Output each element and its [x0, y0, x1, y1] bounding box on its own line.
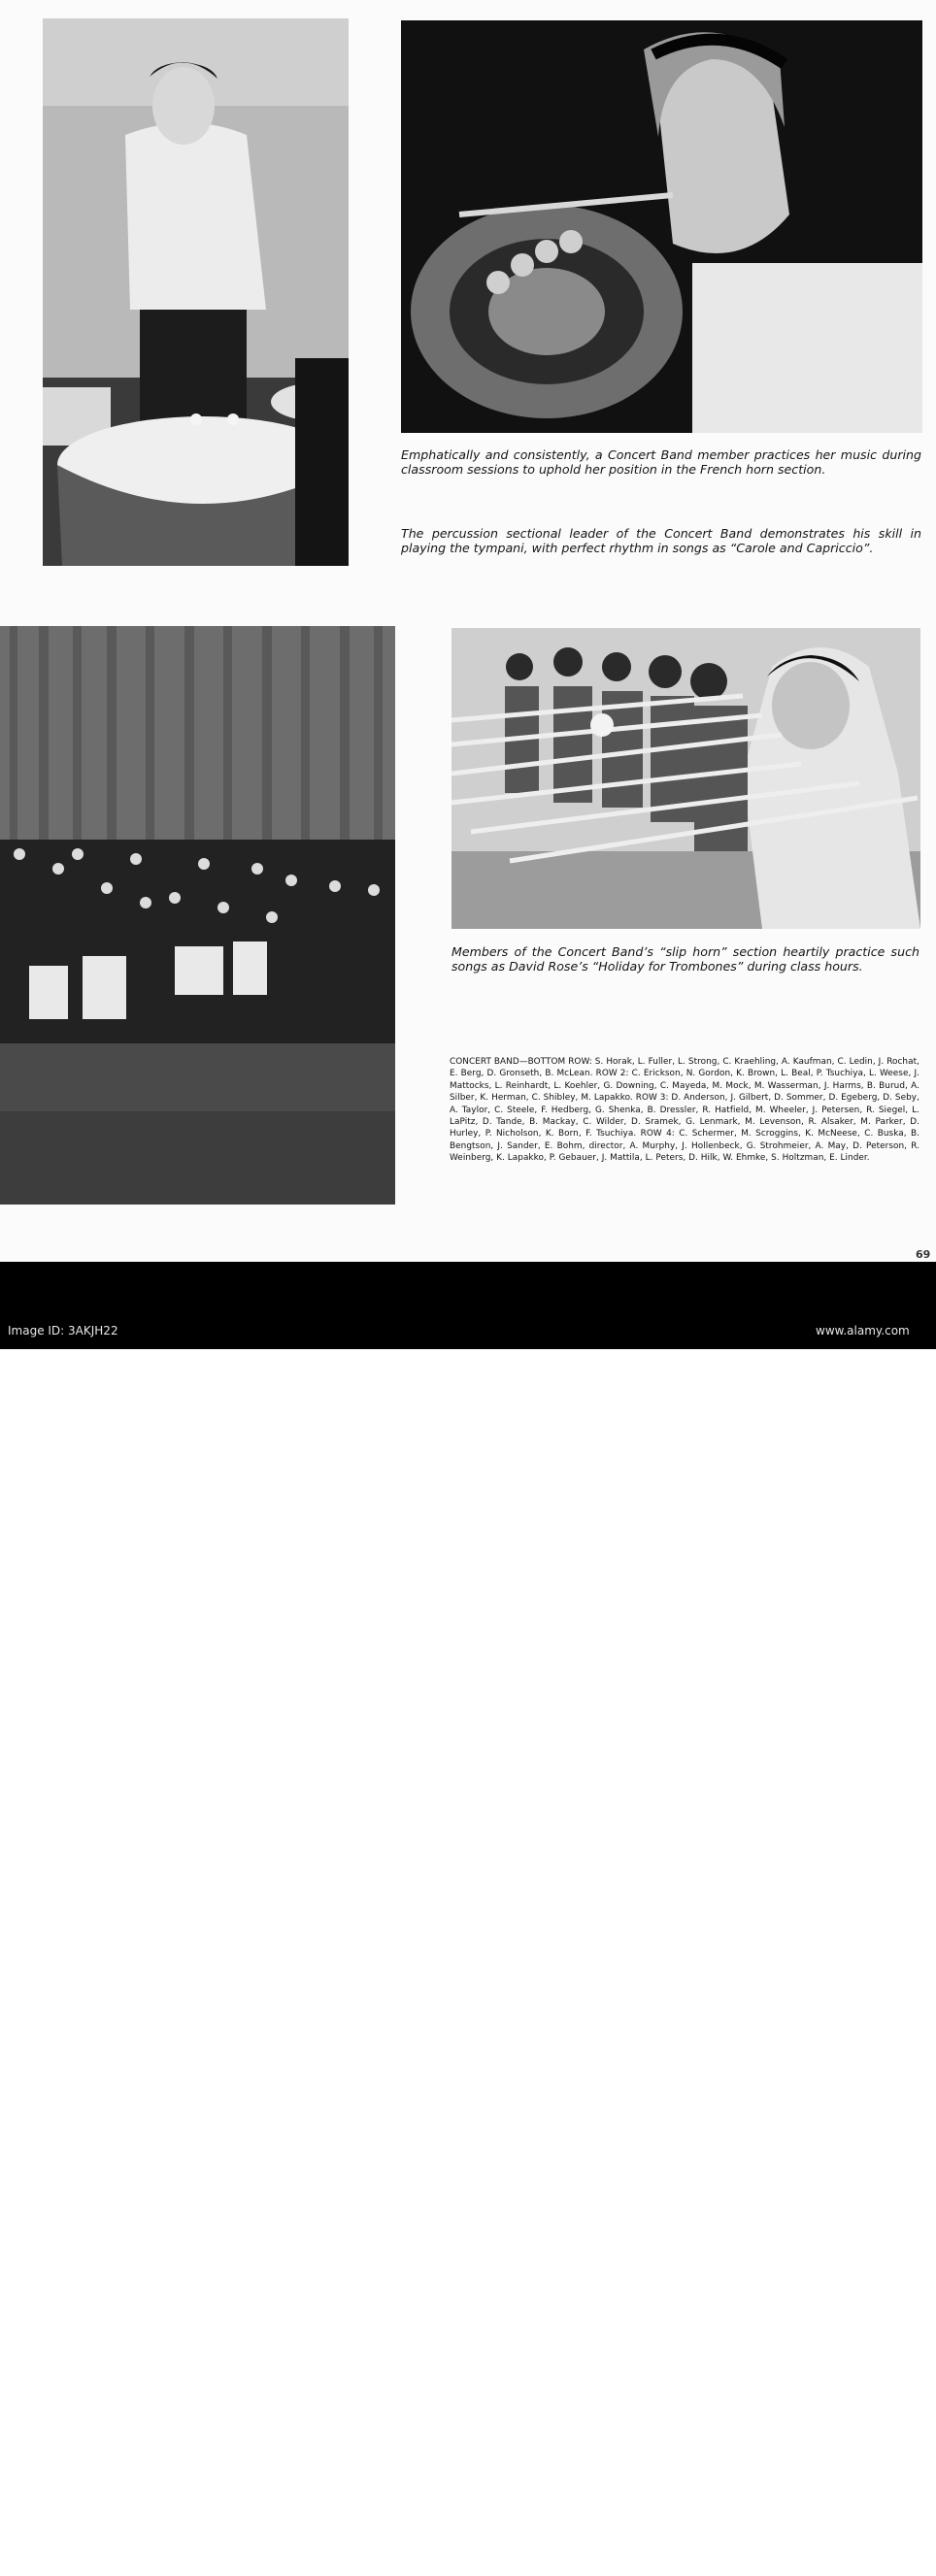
photo-trombone-section: [451, 628, 920, 929]
page-number: 69: [916, 1248, 931, 1261]
alamy-logo: [381, 2531, 561, 2576]
svg-text:alamy: alamy: [381, 2531, 506, 2573]
yearbook-page: [0, 0, 936, 1262]
photo-tympani-player: [43, 18, 349, 566]
photo-concert-band-stage: [0, 626, 395, 1205]
caption-percussion: The percussion sectional leader of the Concert Band demonstrates his skill in playing the tympani, with perfect rhythm in songs as “Carole and Capriccio”.: [401, 526, 921, 555]
image-id-label: Image ID: 3AKJH22: [8, 1324, 118, 1338]
watermark-banner: [0, 1262, 936, 2573]
watermark-url[interactable]: www.alamy.com: [816, 1324, 910, 1338]
photo-french-horn-player: [401, 20, 922, 433]
band-roster: CONCERT BAND—BOTTOM ROW: S. Horak, L. Fuller, L. Strong, C. Kraehling, A. Kaufman, C. Ledin, J. Rochat, E. Berg, D. Gronseth, B. McLean. ROW 2: C. Erickson, N. Gordon, K. Brown, L. Beal, P. Tsuchiya, L. Weese, J. Mattocks, L. Reinhardt, L. Koehler, G. Downing, C. Mayeda, M. Mock, M. Wasserman, J. Harms, B. Burud, A. Silber, K. Herman, C. Shibley, M. Lapakko. ROW 3: D. Anderson, J. Gilbert, D. Sommer, D. Egeberg, D. Seby, A. Taylor, C. Steele, F. Hedberg, G. Shenka, B. Dressler, R. Hatfield, M. Wheeler, J. Petersen, R. Siegel, L. LaPitz, D. Tande, B. Mackay, C. Wilder, D. Sramek, G. Lenmark, M. Levenson, R. Alsaker, M. Parker, D. Hurley, P. Nicholson, K. Born, F. Tsuchiya. ROW 4: C. Schermer, M. Scroggins, K. McNeese, C. Buska, B. Bengtson, J. Sander, E. Bohm, director, A. Murphy, J. Hollenbeck, G. Strohmeier, A. May, D. Peterson, R. Weinberg, K. Lapakko, P. Gebauer, J. Mattila, L. Peters, D. Hilk, W. Ehmke, S. Holtzman, E. Linder.: [450, 1057, 919, 1164]
caption-french-horn: Emphatically and consistently, a Concert Band member practices her music during classroom sessions to uphold her position in the French horn section.: [401, 447, 921, 477]
caption-trombones: Members of the Concert Band’s “slip horn” section heartily practice such songs as David Rose’s “Holiday for Trombones” during class hours.: [451, 944, 919, 974]
